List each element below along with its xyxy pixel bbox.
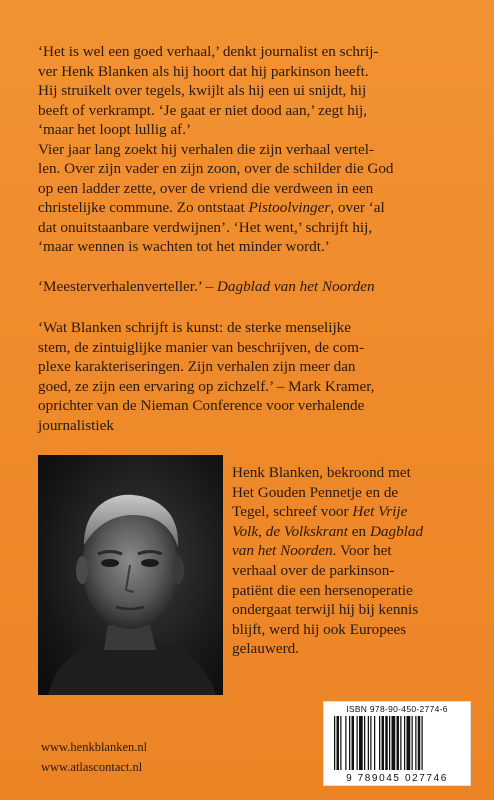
barcode-digits: 9 789045 027746 [346, 773, 448, 784]
barcode-bar [412, 716, 413, 770]
barcode-bar [400, 716, 401, 770]
barcode-bar [370, 716, 371, 770]
quote-line: plexe karakteriseringen. Zijn verhalen zijn meer dan [38, 358, 356, 375]
blurb [38, 42, 458, 257]
isbn-barcode-box [323, 701, 471, 786]
bio-line: Tegel, schreef voor Het Vrije [232, 503, 408, 521]
bio-line: verhaal over de parkinson- [232, 561, 395, 579]
blurb-line: ‘maar het loopt lullig af.’ [38, 121, 192, 138]
barcode-bar [404, 716, 405, 770]
publication-title: Dagblad [369, 522, 424, 540]
bio-line: gelauwerd. [232, 640, 300, 658]
quote-long [38, 318, 458, 435]
author-bio [232, 463, 462, 659]
website-link[interactable]: www.henkblanken.nl [41, 740, 148, 754]
barcode-bar [364, 716, 365, 770]
quote-short [38, 277, 458, 297]
barcode-bar [340, 716, 341, 770]
publication-title: van het Noorden [232, 542, 333, 560]
barcode-bar [374, 716, 375, 770]
barcode-bar [334, 716, 335, 770]
quote-line: journalistiek [38, 416, 114, 434]
barcode-bar [359, 716, 363, 770]
publication-title: Volk, de Volkskrant [232, 522, 348, 540]
barcode-bar [352, 716, 355, 770]
barcode-bar [368, 716, 369, 770]
blurb-line: ‘Het is wel een goed verhaal,’ denkt journalist en schrij- [38, 43, 379, 60]
barcode-bar [349, 716, 350, 770]
barcode-bar [357, 716, 358, 770]
quote-source: Dagblad van het Noorden [216, 278, 375, 295]
quote-line: oprichter van de Nieman Conference voor verhalende [38, 397, 365, 414]
bio-line: Volk, de Volkskrant en Dagblad [232, 522, 424, 540]
quote-line: goed, ze zijn een ervaring op zichzelf.’ – Mark Kramer, [38, 377, 375, 395]
bio-line: patiënt die een hersenoperatie [232, 581, 413, 599]
barcode-bar [379, 716, 380, 770]
book-title: Pistoolvinger [248, 199, 331, 216]
blurb-line: ‘maar wennen is wachten tot het minder wordt.’ [38, 238, 330, 255]
barcode-bar [407, 716, 411, 770]
barcode-bar [397, 716, 400, 770]
blurb-line: len. Over zijn vader en zijn zoon, over de schilder die God [38, 160, 394, 177]
bio-line: blijft, werd hij ook Europees [232, 620, 407, 638]
quote-text: ‘Meesterverhalenverteller.’ – [38, 278, 217, 295]
barcode-bar [345, 716, 346, 770]
publication-title: Het Vrije [352, 503, 408, 521]
blurb-line: ver Henk Blanken als hij hoort dat hij parkinson heeft. [38, 62, 369, 80]
blurb-line: dat onuitstaanbare verdwijnen’. ‘Het went,’ schrijft hij, [38, 218, 373, 236]
barcode-bar [392, 716, 396, 770]
bio-line: Het Gouden Pennetje en de [232, 483, 399, 501]
quote-line: ‘Wat Blanken schrijft is kunst: de sterke menselijke [38, 319, 351, 336]
website-links [41, 737, 147, 777]
barcode-bar [418, 716, 421, 770]
blurb-line: beeft of verkrampt. ‘Je gaat er niet dood aan,’ zegt hij, [38, 101, 368, 119]
bio-line: ondergaat terwijl hij bij kennis [232, 601, 419, 619]
barcode-bar [337, 716, 340, 770]
barcode-bar [422, 716, 423, 770]
barcode-bar [389, 716, 390, 770]
author-photo [38, 455, 223, 695]
blurb-line: christelijke commune. Zo ontstaat Pistoolvinger, over ‘al [38, 199, 385, 216]
barcode-bar [385, 716, 388, 770]
barcode-bar [382, 716, 385, 770]
blurb-line: Hij struikelt over tegels, kwijlt als hij een ui snijdt, hij [38, 82, 367, 99]
bio-line: Henk Blanken, bekroond met [232, 464, 411, 481]
blurb-line: op een ladder zette, over de vriend die verdween in een [38, 179, 374, 197]
blurb-line: Vier jaar lang zoekt hij verhalen die zijn verhaal vertel- [38, 140, 375, 158]
barcode [334, 716, 460, 770]
isbn-label: ISBN 978-90-450-2774-6 [346, 704, 448, 714]
quote-line: stem, de zintuiglijke manier van beschrijven, de com- [38, 338, 365, 356]
website-link[interactable]: www.atlascontact.nl [41, 760, 143, 774]
bio-line: van het Noorden. Voor het [232, 542, 392, 560]
barcode-bar [415, 716, 416, 770]
